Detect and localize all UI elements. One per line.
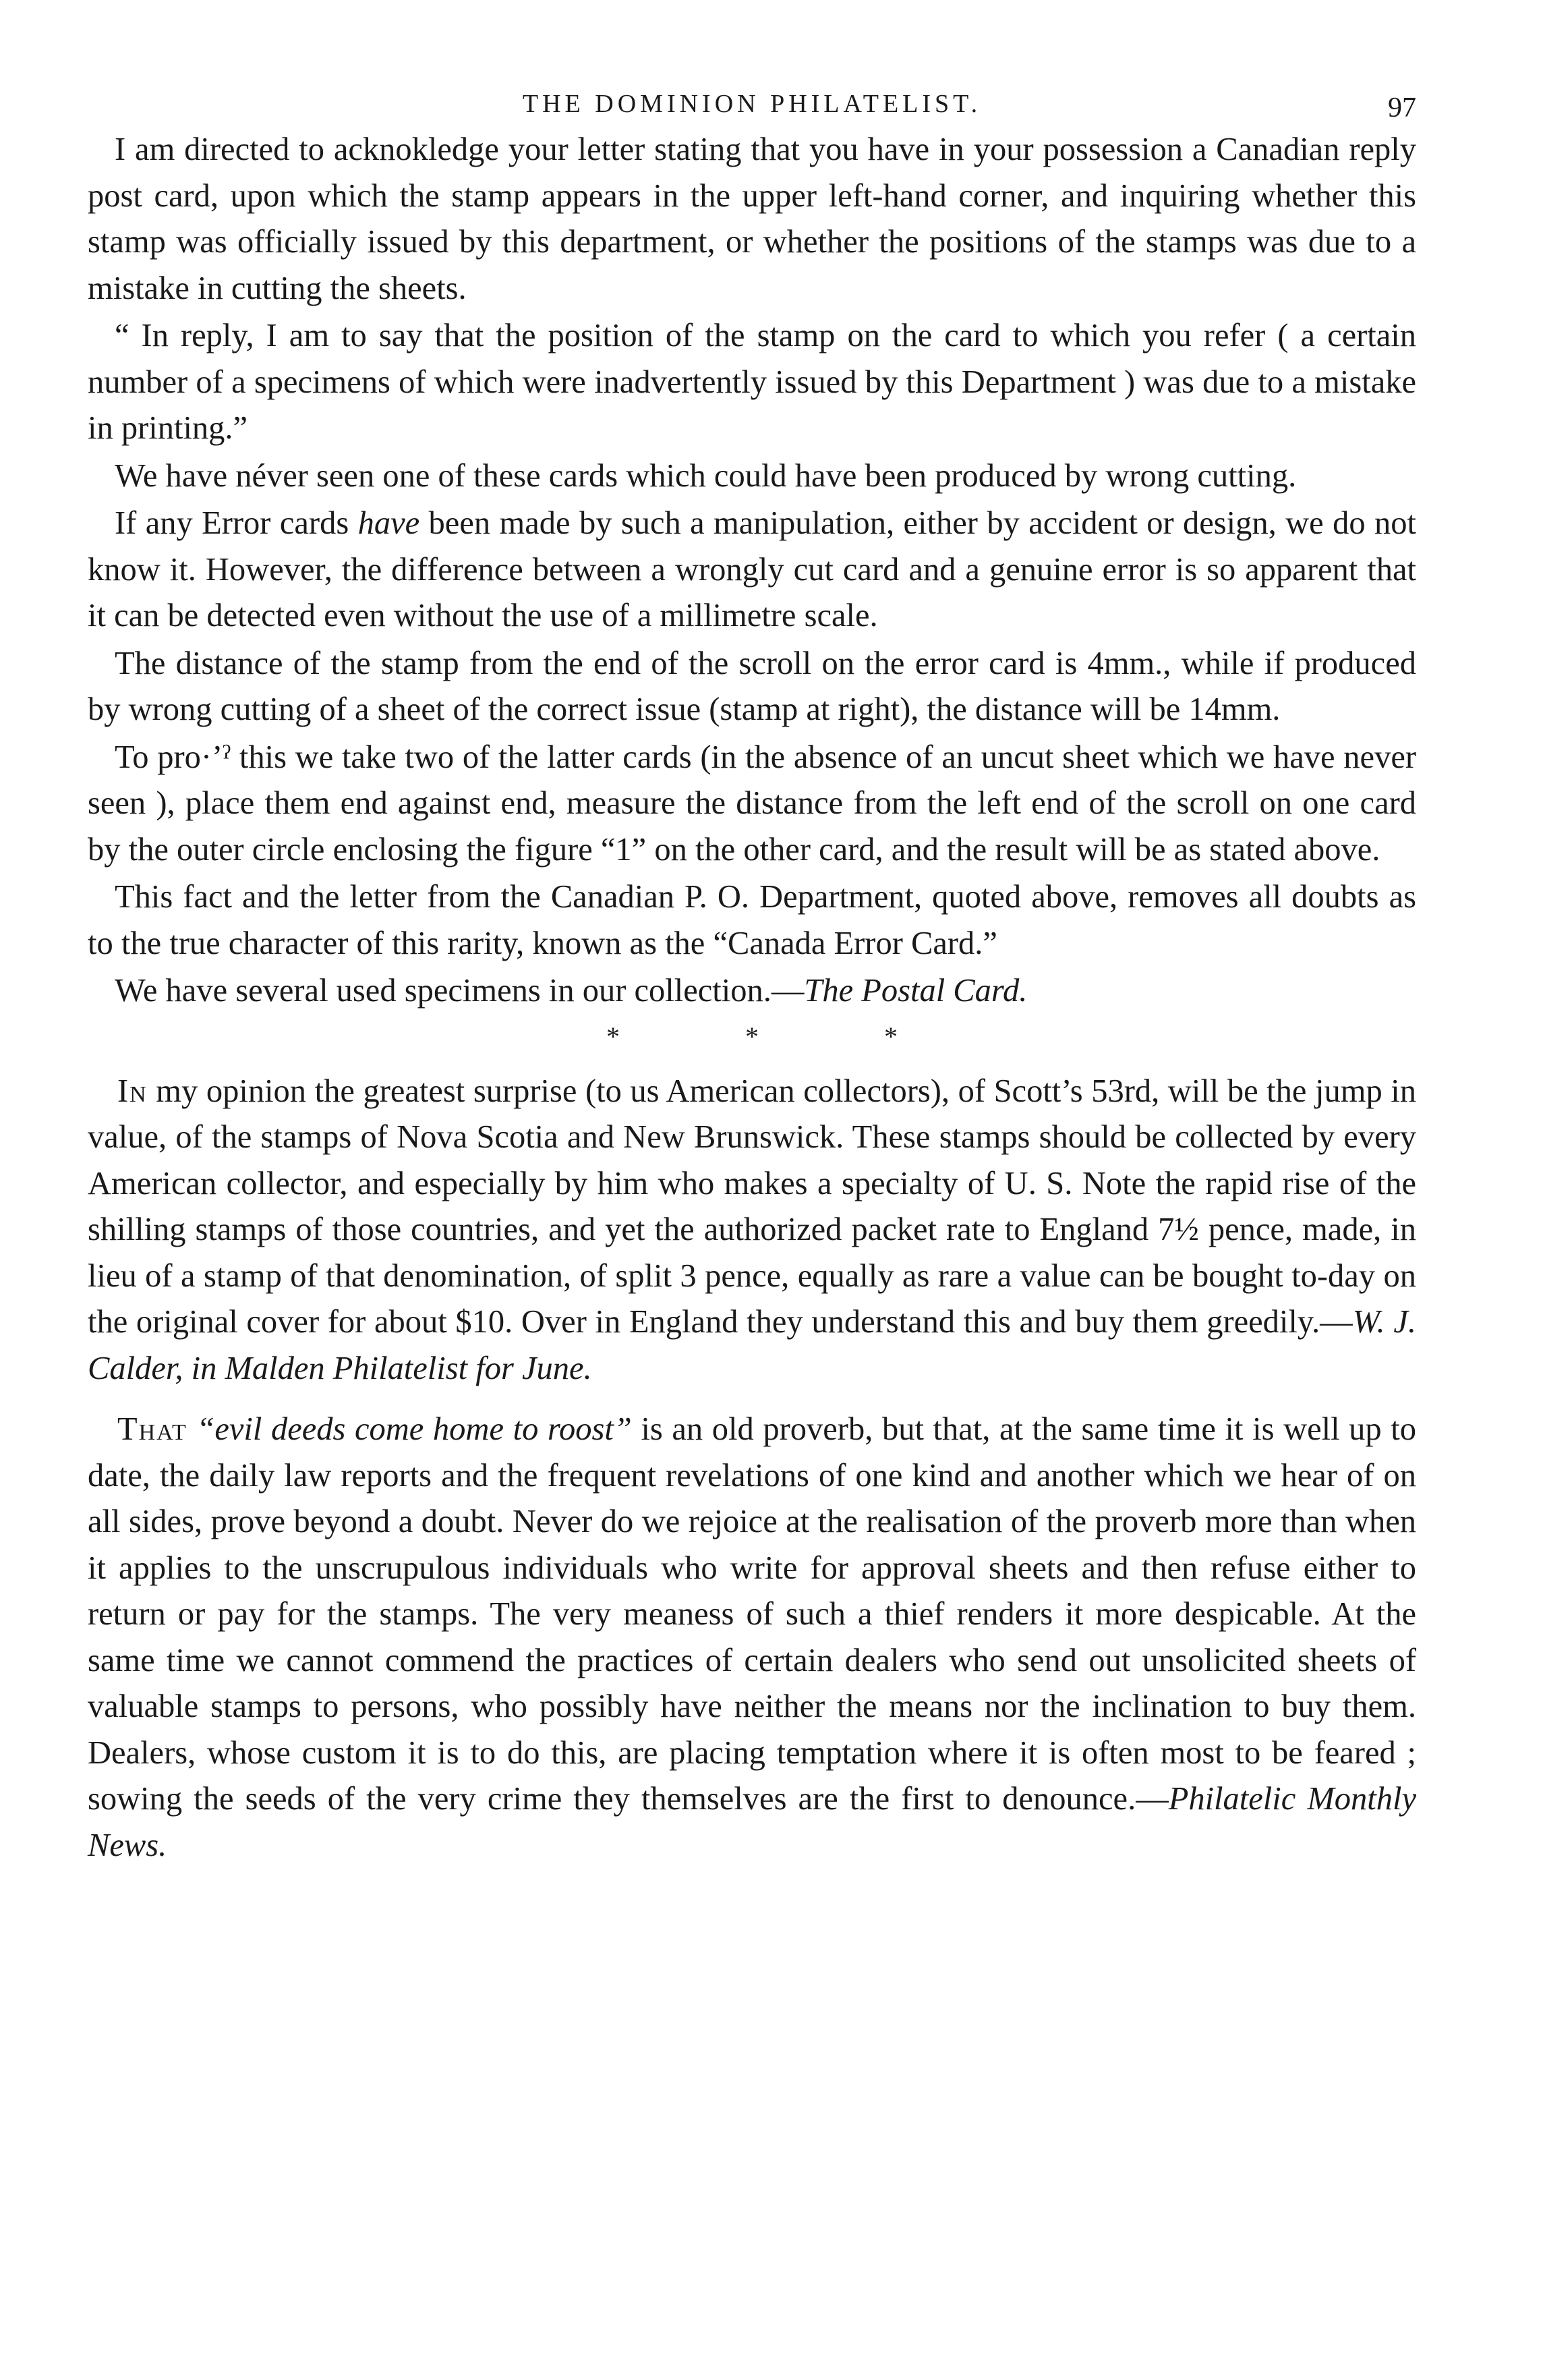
lead-word: That <box>117 1411 187 1447</box>
lead-word: In <box>117 1073 148 1109</box>
paragraph-source <box>88 968 1416 1015</box>
section-separator: * * * <box>606 1021 957 1052</box>
paragraph-never-seen: We have néver seen one of these cards which could have been produced by wrong cutting. <box>115 457 1297 494</box>
paragraph-reply: “ In reply, I am to say that the position of the stamp on the card to which you refer ( a certain number of a specimens of which were inadvertently issued by this Department ) was due to a mistake in printing.” <box>88 318 1416 446</box>
running-header <box>88 80 1416 127</box>
text-run: If any Error cards <box>115 505 358 541</box>
page-number: 97 <box>1388 92 1416 123</box>
article-nova-scotia <box>88 1069 1416 1392</box>
source-credit: Philatelic Monthly News. <box>88 1781 1416 1863</box>
quoted-proverb: “evil deeds come home to roost” <box>196 1411 632 1447</box>
source-credit: The Postal Card. <box>804 973 1028 1009</box>
paragraph-conclusion: This fact and the letter from the Canadian P. O. Department, quoted above, removes all doubts as to the true character of this rarity, known as the “Canada Error Card.” <box>88 879 1416 961</box>
emphasis: have <box>357 505 420 541</box>
text-run: is an old proverb, but that, at the same time it is well up to date, the daily law reports and the frequent revelations of one kind and another which we hear of on all sides, prove beyond a doubt. Never do we rejoice at the realisation of the proverb more than when it applies to the unscrupulous individuals who write for approval sheets and then refuse either to return or pay for the stamps. The very meaness of such a thief renders it more despicable. At the same time we cannot commend the practices of certain dealers who send out unsolicited sheets of valuable stamps to persons, who possibly have neither the means nor the inclination to buy them. Dealers, whose custom it is to do this, are placing temptation where it is often most to be feared ; sowing the seeds of the very crime they themselves are the first to denounce.— <box>88 1411 1417 1817</box>
source-credit: W. J. Calder, in Malden Philatelist for June. <box>88 1304 1416 1386</box>
paragraph-proof: To pro·’ˀ this we take two of the latter cards (in the absence of an uncut sheet which we have never seen ), place them end against end, measure the distance from the left end of the scroll on one card by the outer circle enclosing the figure “1” on the other card, and the result will be as stated above. <box>88 739 1416 868</box>
paragraph-error-cards <box>88 501 1416 640</box>
text-run: We have several used specimens in our collection.— <box>115 973 805 1009</box>
document-page <box>88 80 1416 1870</box>
paragraph-proverb <box>88 1407 1416 1869</box>
running-title: THE DOMINION PHILATELIST. <box>522 90 982 118</box>
paragraph-distance: The distance of the stamp from the end of the scroll on the error card is 4mm., while if produced by wrong cutting of a sheet of the correct issue (stamp at right), the distance will be 14mm. <box>88 645 1416 727</box>
text-run: my opinion the greatest surprise (to us American collectors), of Scott’s 53rd, will be the jump in value, of the stamps of Nova Scotia and New Brunswick. These stamps should be collected by every American collector, and especially by him who makes a specialty of U. S. Note the rapid rise of the shilling stamps of those countries, and yet the authorized packet rate to England 7½ pence, made, in lieu of a stamp of that denomination, of split 3 pence, equally as rare a value can be bought to-day on the original cover for about $10. Over in England they understand this and buy them greedily.— <box>88 1073 1416 1340</box>
article-error-card <box>88 127 1416 1015</box>
text-run: been made by such a manipulation, either by accident or design, we do not know it. However, the difference between a wrongly cut card and a genuine error is so apparent that it can be detected even without the use of a millimetre scale. <box>88 505 1416 633</box>
paragraph-scott <box>88 1069 1416 1392</box>
paragraph-letter: I am directed to acknokledge your letter stating that you have in your possession a Canadian reply post card, upon which the stamp appears in the upper left-hand corner, and inquiring whether this stamp was officially issued by this department, or whether the positions of the stamps was due to a mistake in cutting the sheets. <box>88 132 1416 306</box>
article-evil-deeds <box>88 1407 1416 1869</box>
